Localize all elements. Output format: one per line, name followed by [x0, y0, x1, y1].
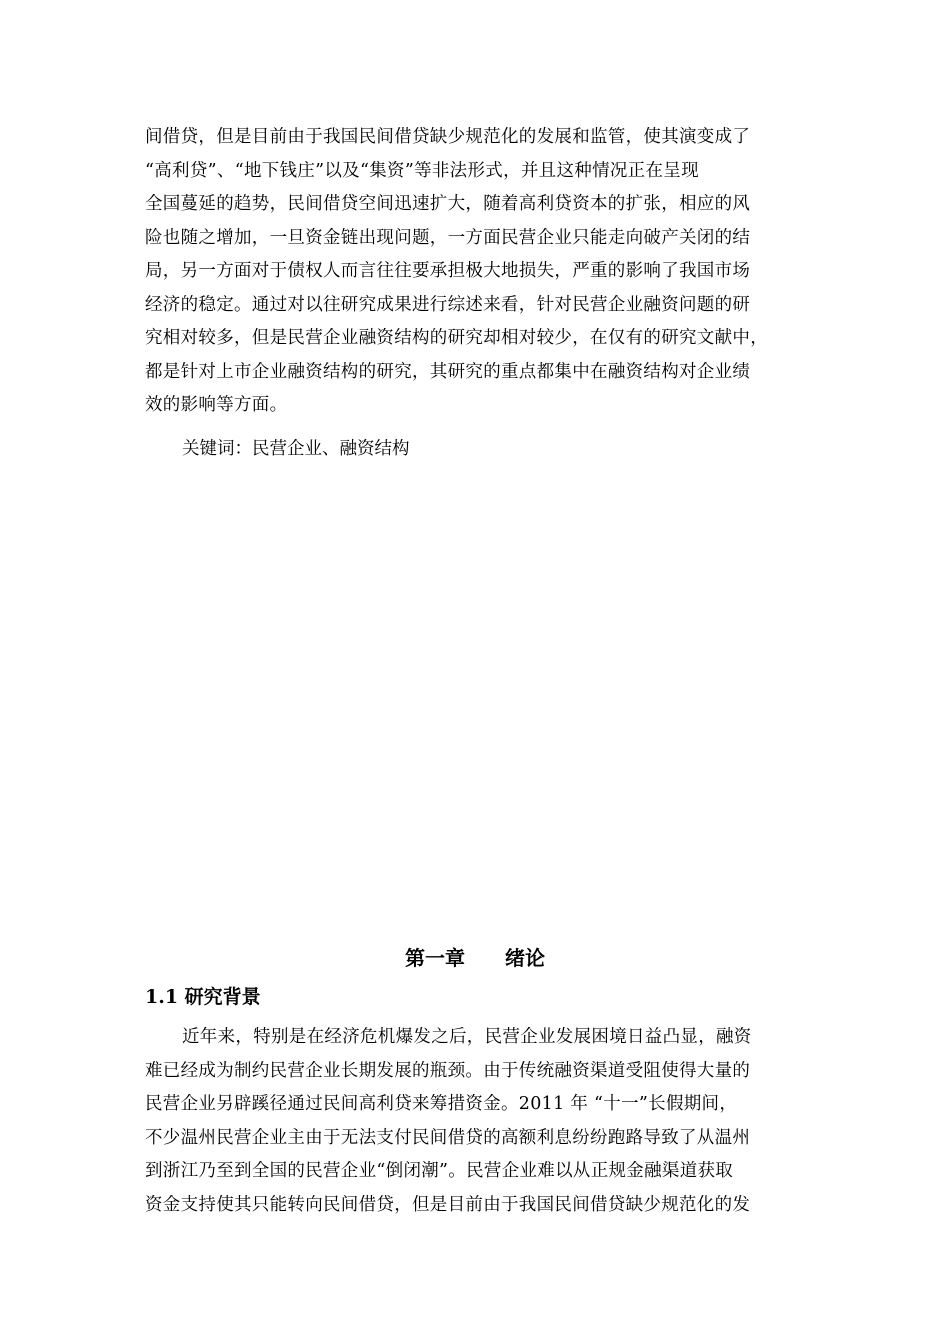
- body-line: 近年来，特别是在经济危机爆发之后，民营企业发展困境日益凸显，融资: [182, 1027, 752, 1047]
- keywords-line: 关键词：民营企业、融资结构: [182, 439, 410, 459]
- chapter-title: [0, 940, 950, 976]
- abstract-line: 效的影响等方面。: [145, 395, 288, 415]
- abstract-line: 都是针对上市企业融资结构的研究，其研究的重点都集中在融资结构对企业绩: [145, 361, 751, 382]
- body-line: 不少温州民营企业主由于无法支付民间借贷的高额利息纷纷跑路导致了从温州: [145, 1127, 751, 1148]
- abstract-paragraph: [145, 121, 805, 423]
- body-line: 难已经成为制约民营企业长期发展的瓶颈。由于传统融资渠道受阻使得大量的: [145, 1060, 751, 1081]
- abstract-line: “高利贷”、“地下钱庄”以及“集资”等非法形式，并且这种情况正在呈现: [145, 160, 699, 181]
- body-paragraph: [145, 1021, 805, 1222]
- chapter-name: 绪论: [505, 946, 545, 970]
- body-line: 资金支持使其只能转向民间借贷，但是目前由于我国民间借贷缺少规范化的发: [145, 1194, 751, 1215]
- abstract-line: 究相对较多，但是民营企业融资结构的研究却相对较少，在仅有的研究文献中，: [145, 328, 768, 348]
- abstract-line: 险也随之增加，一旦资金链出现问题，一方面民营企业只能走向破产关闭的结: [145, 227, 751, 248]
- abstract-line: 经济的稳定。通过对以往研究成果进行综述来看，针对民营企业融资问题的研: [145, 294, 751, 315]
- abstract-line: 间借贷，但是目前由于我国民间借贷缺少规范化的发展和监管，使其演变成了: [145, 127, 751, 147]
- abstract-line: 全国蔓延的趋势，民间借贷空间迅速扩大，随着高利贷资本的扩张，相应的风: [145, 194, 751, 214]
- body-line: 到浙江乃至到全国的民营企业“倒闭潮”。民营企业难以从正规金融渠道获取: [145, 1161, 734, 1181]
- body-line: 民营企业另辟蹊径通过民间高利贷来筹措资金。2011 年 “十一”长假期间，: [145, 1094, 738, 1114]
- chapter-number: 第一章: [405, 946, 465, 970]
- abstract-line: 局，另一方面对于债权人而言往往要承担极大地损失，严重的影响了我国市场: [145, 261, 751, 281]
- section-title: 1.1 研究背景: [145, 986, 261, 1008]
